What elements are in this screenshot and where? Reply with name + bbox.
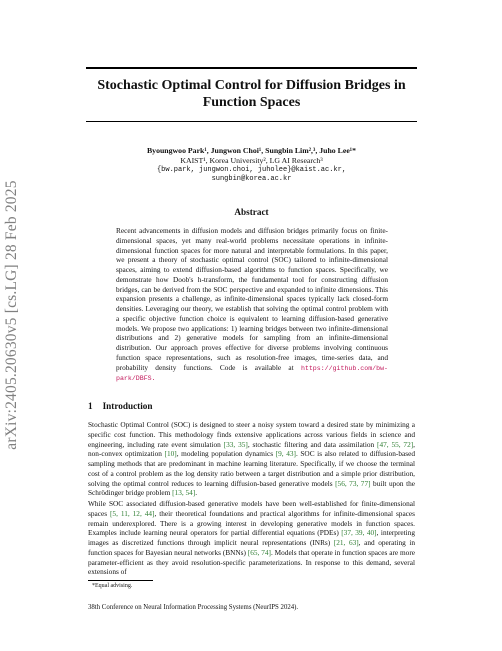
abstract-body — [116, 226, 388, 384]
footnote: *Equal advising. — [92, 583, 133, 589]
intro-paragraph-1 — [88, 420, 415, 498]
para-text: , interpreting images as discretized functions through implicit neural representations (INRs) — [88, 528, 415, 547]
para-text: , stochastic filtering and data assimilation — [247, 439, 375, 449]
author-affiliations: KAIST¹, Korea University², LG AI Research³ — [180, 155, 323, 165]
paper-title: Stochastic Optimal Control for Diffusion Bridges in Function Spaces — [97, 78, 406, 110]
citation-link[interactable]: [13, 54] — [172, 488, 196, 498]
author-block — [86, 146, 417, 185]
author-names: Byoungwoo Park¹, Jungwon Choi¹, Sungbin Lim²,³, Juho Lee¹* — [146, 146, 357, 155]
citation-link[interactable]: [47, 55, 72] — [377, 439, 414, 449]
arxiv-stamp: arXiv:2405.20630v5 [cs.LG] 28 Feb 2025 — [3, 180, 20, 450]
citation-link[interactable]: [10] — [164, 449, 177, 459]
citation-link[interactable]: [56, 73, 77] — [335, 478, 371, 488]
citation-link[interactable]: [5, 11, 12, 44] — [110, 508, 155, 518]
para-text: , non-convex optimization — [88, 439, 415, 459]
para-text: . — [195, 488, 198, 498]
venue-footer: 38th Conference on Neural Information Processing Systems (NeurIPS 2024). — [88, 604, 299, 611]
section-heading — [88, 401, 152, 411]
intro-paragraph-2 — [88, 499, 415, 577]
abstract-heading: Abstract — [234, 207, 269, 217]
para-text: , and operating in function spaces for Bayesian neural networks (BNNs) — [88, 538, 416, 557]
para-text: , modeling population dynamics — [176, 449, 274, 459]
section-number: 1 — [88, 401, 93, 411]
para-text: . Models that operate in function spaces are more parameter-efficient as they avoid resolution-specific parameterizations. In response to this demand, several extensions of — [88, 547, 415, 577]
citation-link[interactable]: [65, 74] — [247, 547, 271, 557]
citation-link[interactable]: [21, 63] — [333, 538, 359, 547]
para-text: Stochastic Optimal Control (SOC) is designed to steer a noisy system toward a desired state by minimizing a specific cost function. This methodology finds extensive applications across various fields in science and engineering, including rate event simulation — [88, 420, 415, 449]
citation-link[interactable]: [33, 35] — [223, 439, 248, 449]
section-title: Introduction — [102, 401, 153, 411]
citation-link[interactable]: [9, 43] — [275, 449, 296, 459]
para-text: built upon the Schrödinger bridge problem — [88, 478, 415, 498]
code-link[interactable]: https://github.com/bw-park/DBFS. — [116, 364, 388, 383]
citation-link[interactable]: [37, 39, 40] — [341, 528, 377, 538]
para-text: . SOC is also related to diffusion-based sampling methods that are predominant in machine learning literature. Specifically, if we choose the terminal cost of a control problem as the log density ratio between a target distribution and a simple prior distribution, solving the optimal control reduces to learning diffusion-based generative models — [88, 449, 415, 488]
author-emails-line2: sungbin@korea.ac.kr — [211, 175, 292, 184]
title-rule-top — [86, 67, 417, 69]
title-rule-bottom — [86, 121, 417, 122]
para-text: While SOC associated diffusion-based generative models have been well-established for finite-dimensional spaces — [88, 499, 415, 518]
footnote-rule — [88, 580, 153, 581]
abstract-text: Recent advancements in diffusion models and diffusion bridges primarily focus on finite-dimensional spaces, yet many real-world problems necessitate operations in infinite-dimensional function spaces for more natural and interpretable formulations. In this paper, we present a theory of stochastic optimal control (SOC) tailored to infinite-dimensional spaces, aiming to extend diffusion-based algorithms to function spaces. Specifically, we demonstrate how Doob's h-transform, the fundamental tool for constructing diffusion bridges, can be derived from the SOC perspective and expanded to infinite dimensions. This expansion presents a challenge, as infinite-dimensional spaces typically lack closed-form densities. Leveraging our theory, we establish that solving the optimal control problem with a specific objective function choice is equivalent to learning diffusion-based generative models. We propose two applications: 1) learning bridges between two infinite-dimensional distributions and 2) generative models for sampling from an infinite-dimensional distribution. Our approach proves effective for diverse problems involving continuous function space representations, such as resolution-free images, time-series data, and probability density functions. Code is available at — [116, 226, 388, 372]
author-emails-line1: {bw.park, jungwon.choi, juholee}@kaist.ac.kr, — [156, 165, 347, 174]
para-text: , their theoretical foundations and practical algorithms for infinite-dimensional spaces remain underexplored. There is a growing interest in developing generative models in function spaces. Examples include learning neural operators for partial differential equations (PDEs) — [88, 508, 416, 538]
